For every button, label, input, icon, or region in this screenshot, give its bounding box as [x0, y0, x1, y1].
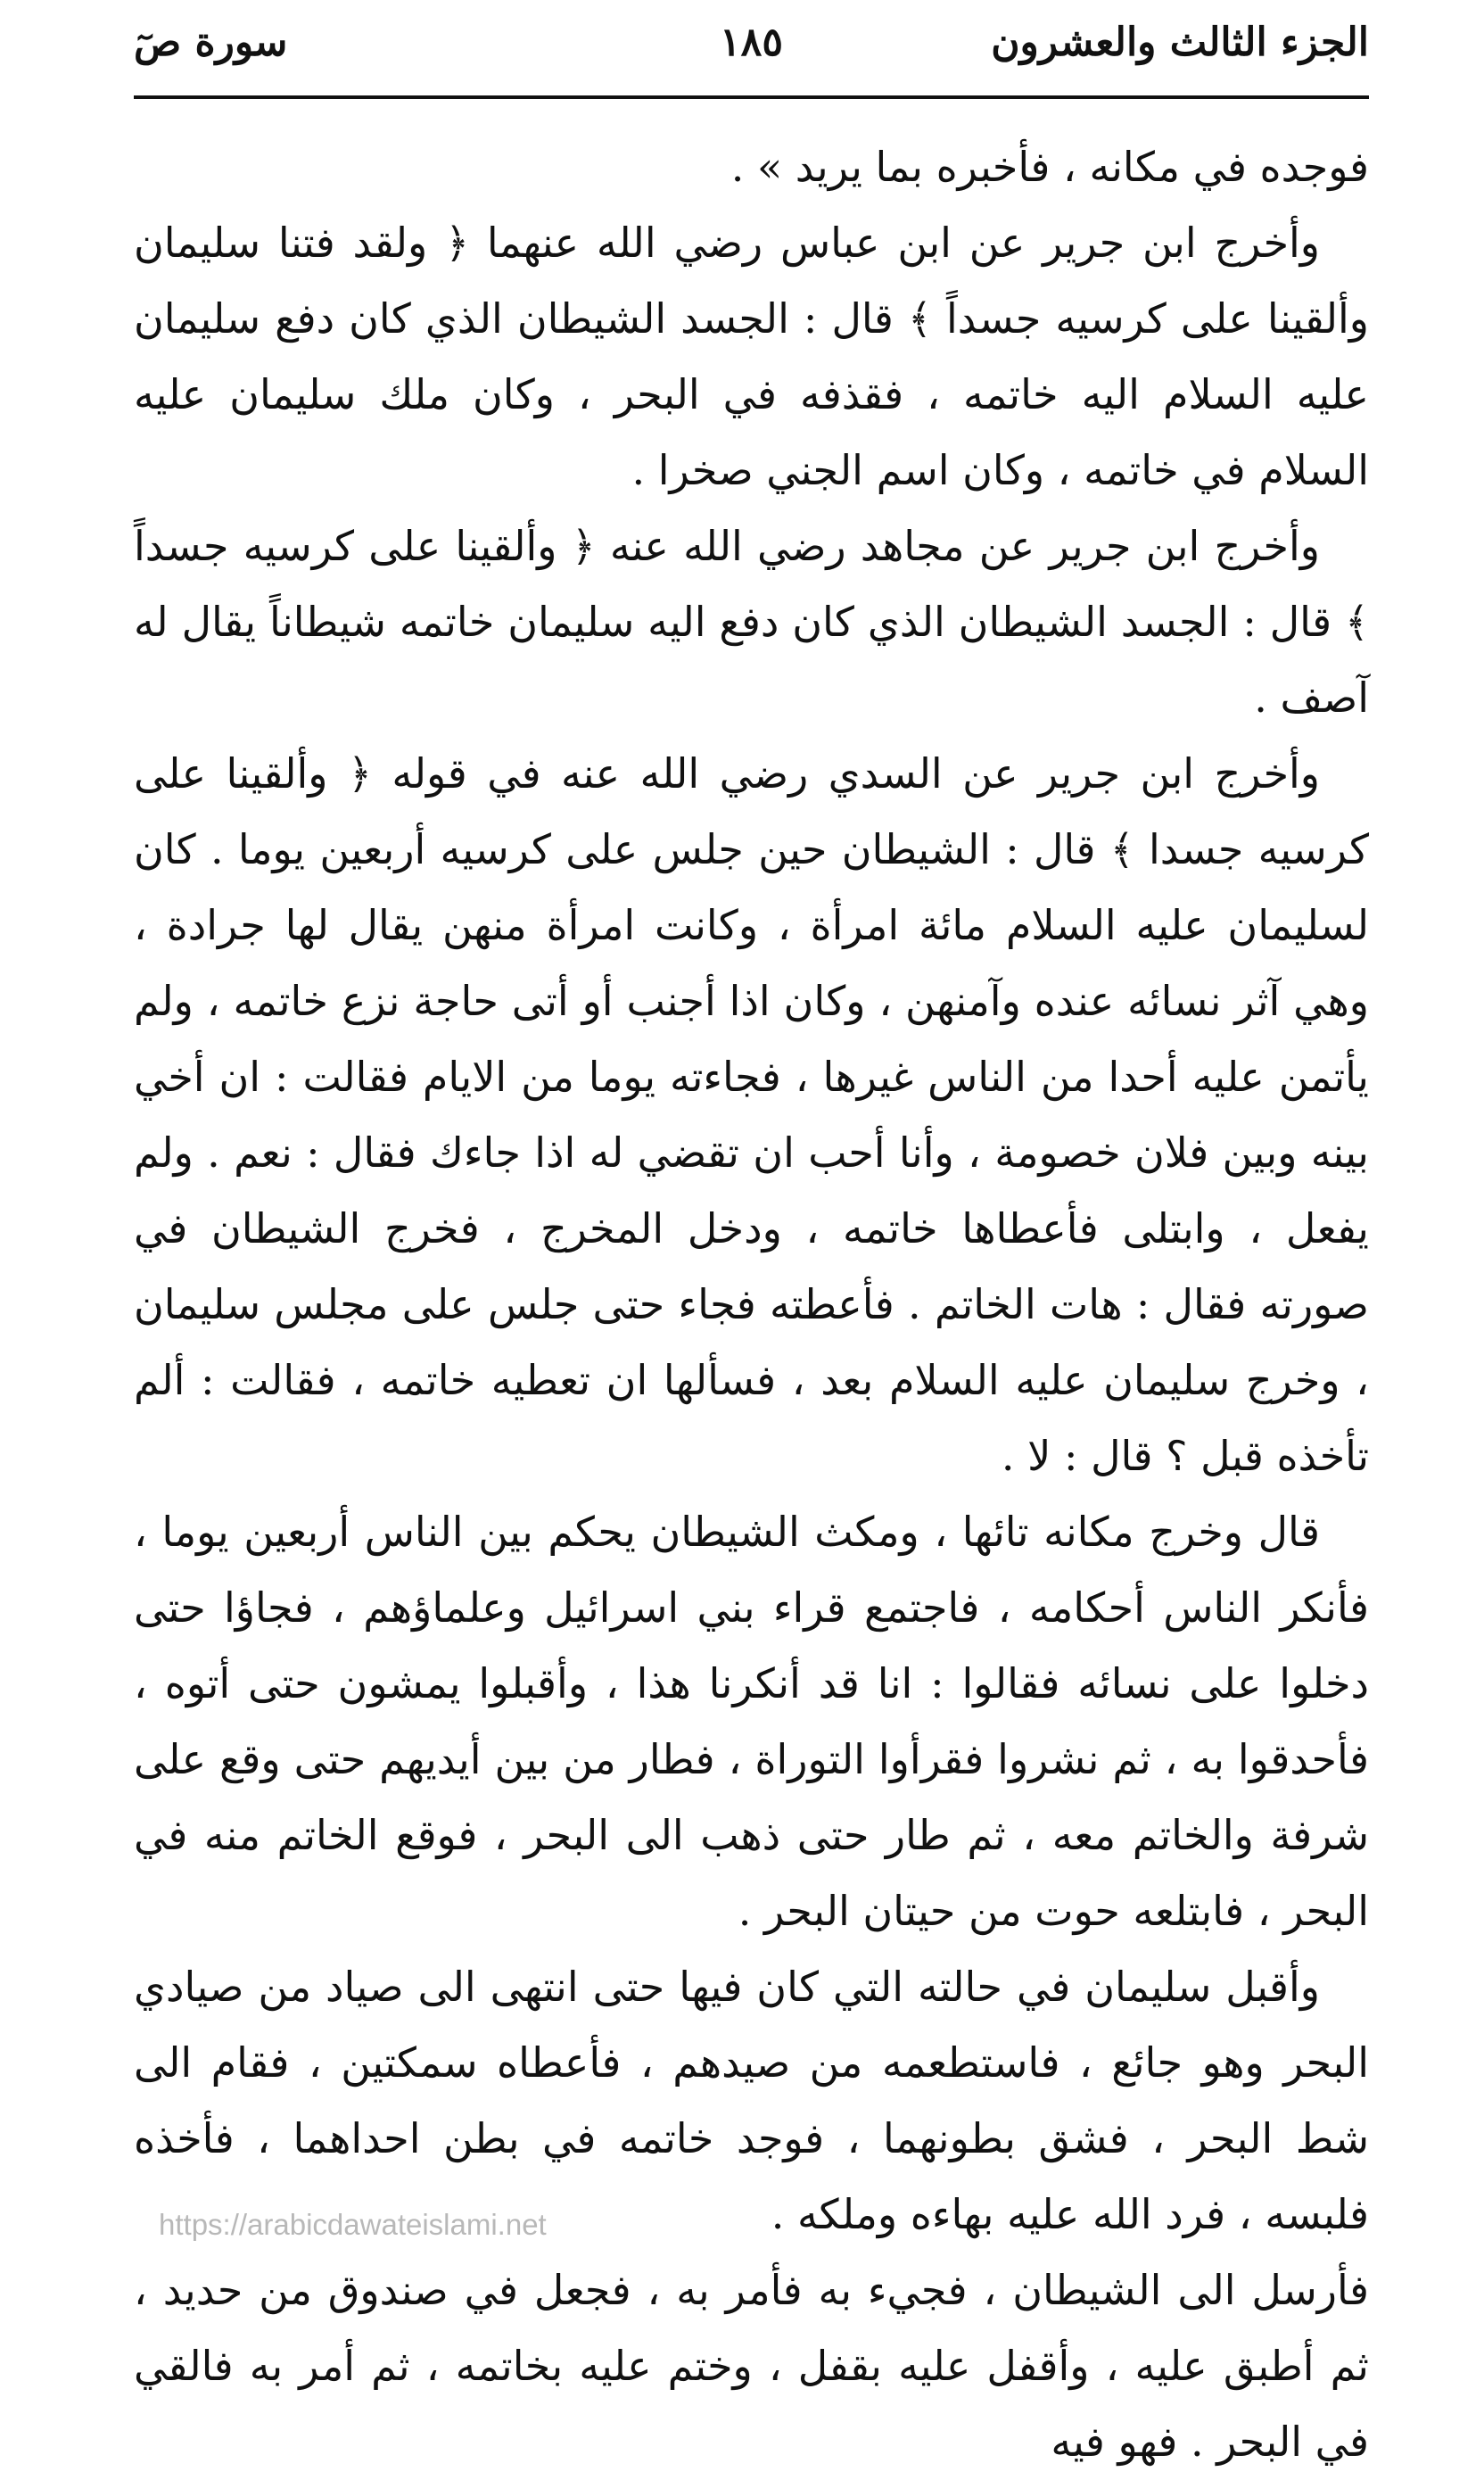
paragraph: فوجده في مكانه ، فأخبره بما يريد » .	[730, 143, 1369, 191]
body-text	[134, 129, 1369, 2480]
surah-title: سورة صٓ	[134, 20, 288, 65]
paragraph: وأخرج ابن جرير عن مجاهد رضي الله عنه ﴿ وألقينا على كرسيه جسداً ﴾ قال : الجسد الشيطان الذي كان دفع اليه سليمان خاتمه شيطاناً يقال له آصف .	[134, 522, 1369, 722]
paragraph: وأخرج ابن جرير عن ابن عباس رضي الله عنهما ﴿ ولقد فتنا سليمان وألقينا على كرسيه جسداً ﴾ قال : الجسد الشيطان الذي كان دفع سليمان عليه السلام اليه خاتمه ، فقذفه في البحر ، وكان ملك سليمان عليه السلام في خاتمه ، وكان اسم الجني صخرا .	[134, 219, 1369, 494]
paragraph: فأرسل الى الشيطان ، فجيء به فأمر به ، فجعل في صندوق من حديد ، ثم أطبق عليه ، وأقفل عليه بقفل ، وختم عليه بخاتمه ، ثم أمر به فالقي في البحر . فهو فيه	[134, 2266, 1369, 2466]
part-title: الجزء الثالث والعشرون	[991, 20, 1369, 65]
watermark-url: https://arabicdawateislami.net	[159, 2208, 547, 2241]
header-rule	[134, 95, 1369, 99]
paragraph: وأخرج ابن جرير عن السدي رضي الله عنه في قوله ﴿ وألقينا على كرسيه جسدا ﴾ قال : الشيطان حين جلس على كرسيه أربعين يوما . كان لسليمان عليه السلام مائة امرأة ، وكانت امرأة منهن يقال لها جرادة ، وهي آثر نسائه عنده وآمنهن ، وكان اذا أجنب أو أتى حاجة نزع خاتمه ، ولم يأتمن عليه أحدا من الناس غيرها ، فجاءته يوما من الايام فقالت : ان أخي بينه وبين فلان خصومة ، وأنا أحب ان تقضي له اذا جاءك فقال : نعم . ولم يفعل ، وابتلى فأعطاها خاتمه ، ودخل المخرج ، فخرج الشيطان في صورته فقال : هات الخاتم . فأعطته فجاء حتى جلس على مجلس سليمان ، وخرج سليمان عليه السلام بعد ، فسألها ان تعطيه خاتمه ، فقالت : ألم تأخذه قبل ؟ قال : لا .	[134, 749, 1369, 1480]
paragraph: قال وخرج مكانه تائها ، ومكث الشيطان يحكم بين الناس أربعين يوما ، فأنكر الناس أحكامه ، فاجتمع قراء بني اسرائيل وعلماؤهم ، فجاؤا حتى دخلوا على نسائه فقالوا : انا قد أنكرنا هذا ، وأقبلوا يمشون حتى أتوه ، فأحدقوا به ، ثم نشروا فقرأوا التوراة ، فطار من بين أيديهم حتى وقع على شرفة والخاتم معه ، ثم طار حتى ذهب الى البحر ، فوقع الخاتم منه في البحر ، فابتلعه حوت من حيتان البحر .	[134, 1508, 1369, 1935]
page-number: ١٨٥	[720, 20, 783, 65]
page-header	[134, 20, 1369, 82]
paragraph: وأقبل سليمان في حالته التي كان فيها حتى انتهى الى صياد من صيادي البحر وهو جائع ، فاستطعمه من صيدهم ، فأعطاه سمكتين ، فقام الى شط البحر ، فشق بطونهما ، فوجد خاتمه في بطن احداهما ، فأخذه فلبسه ، فرد الله عليه بهاءه وملكه .	[134, 1963, 1369, 2238]
